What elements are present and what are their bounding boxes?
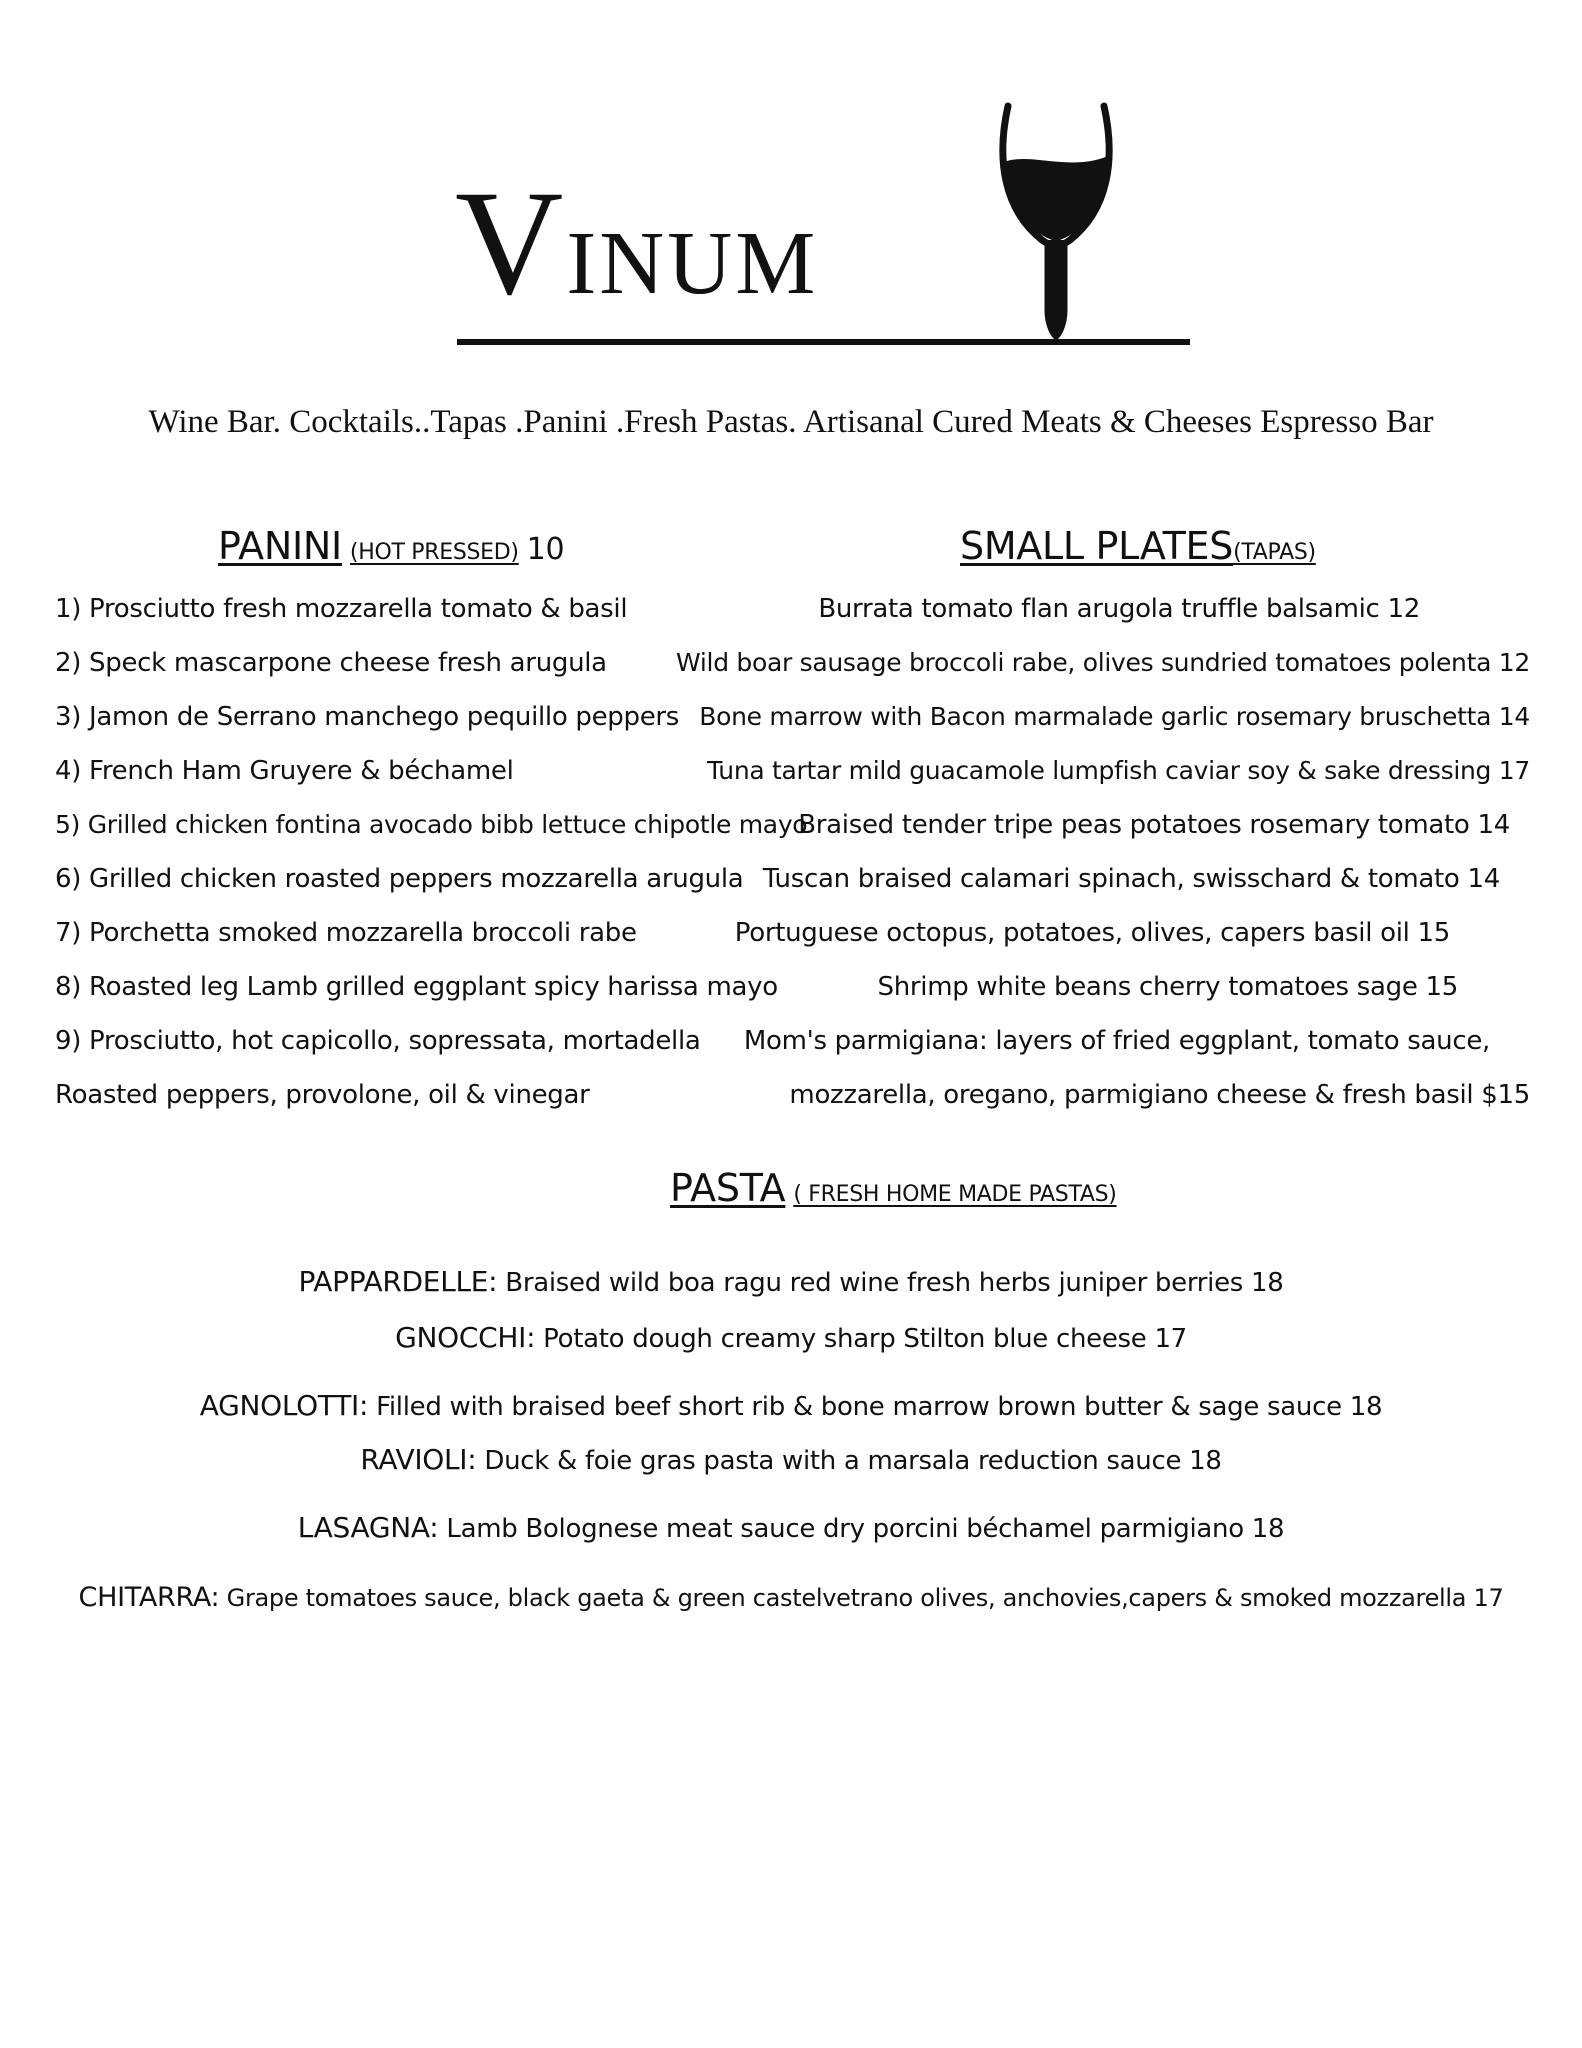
small-plates-subtitle: (TAPAS)	[1233, 540, 1316, 565]
list-item	[0, 1321, 1582, 1354]
list-item: Wild boar sausage broccoli rabe, olives sundried tomatoes polenta 12	[676, 648, 1530, 677]
pasta-subtitle: ( FRESH HOME MADE PASTAS)	[793, 1182, 1117, 1207]
pasta-name: AGNOLOTTI:	[199, 1389, 369, 1422]
list-item: 7) Porchetta smoked mozzarella broccoli rabe	[55, 918, 637, 948]
small-plates-heading	[960, 524, 1316, 568]
pasta-desc: Duck & foie gras pasta with a marsala reduction sauce 18	[476, 1446, 1222, 1476]
pasta-name: RAVIOLI:	[360, 1443, 477, 1476]
list-item: 5) Grilled chicken fontina avocado bibb lettuce chipotle mayo	[55, 810, 808, 839]
list-item: Burrata tomato flan arugola truffle balsamic 12	[818, 594, 1420, 624]
small-plates-title: SMALL PLATES	[960, 524, 1234, 568]
panini-heading	[218, 524, 564, 568]
pasta-desc: Grape tomatoes sauce, black gaeta & green castelvetrano olives, anchovies,capers & smoked mozzarella 17	[219, 1584, 1504, 1612]
list-item: Braised tender tripe peas potatoes rosemary tomato 14	[798, 810, 1510, 840]
list-item: 1) Prosciutto fresh mozzarella tomato & basil	[55, 594, 628, 624]
list-item: Roasted peppers, provolone, oil & vinegar	[55, 1080, 590, 1110]
panini-subtitle: (HOT PRESSED)	[349, 540, 519, 565]
list-item: 8) Roasted leg Lamb grilled eggplant spicy harissa mayo	[55, 972, 778, 1002]
brand-initial: V	[455, 160, 567, 326]
list-item: 3) Jamon de Serrano manchego pequillo peppers	[55, 702, 680, 732]
pasta-desc: Braised wild boa ragu red wine fresh herbs juniper berries 18	[497, 1268, 1284, 1298]
list-item: Tuna tartar mild guacamole lumpfish caviar soy & sake dressing 17	[707, 756, 1530, 785]
list-item	[0, 1265, 1582, 1298]
list-item: 2) Speck mascarpone cheese fresh arugula	[55, 648, 607, 678]
pasta-name: LASAGNA:	[297, 1511, 439, 1544]
list-item: Shrimp white beans cherry tomatoes sage 15	[877, 972, 1458, 1002]
list-item: 4) French Ham Gruyere & béchamel	[55, 756, 514, 786]
brand-logo-text	[455, 160, 975, 326]
list-item	[0, 1511, 1582, 1544]
list-item: 6) Grilled chicken roasted peppers mozzarella arugula	[55, 864, 744, 894]
brand-underline	[457, 339, 1190, 345]
panini-title: PANINI	[218, 524, 342, 568]
brand-rest: INUM	[566, 214, 819, 313]
list-item: mozzarella, oregano, parmigiano cheese & fresh basil $15	[789, 1080, 1530, 1110]
list-item: 9) Prosciutto, hot capicollo, sopressata, mortadella	[55, 1026, 701, 1056]
list-item: Tuscan braised calamari spinach, swisschard & tomato 14	[762, 864, 1500, 894]
list-item: Portuguese octopus, potatoes, olives, capers basil oil 15	[734, 918, 1450, 948]
pasta-name: PAPPARDELLE:	[298, 1265, 498, 1298]
pasta-heading	[670, 1166, 1117, 1210]
tagline: Wine Bar. Cocktails..Tapas .Panini .Fresh Pastas. Artisanal Cured Meats & Cheeses Espresso Bar	[148, 404, 1434, 440]
list-item: Bone marrow with Bacon marmalade garlic rosemary bruschetta 14	[699, 702, 1530, 731]
pasta-name: CHITARRA:	[78, 1582, 220, 1613]
pasta-desc: Lamb Bolognese meat sauce dry porcini béchamel parmigiano 18	[438, 1514, 1285, 1544]
pasta-desc: Filled with braised beef short rib & bone marrow brown butter & sage sauce 18	[368, 1392, 1383, 1422]
pasta-name: GNOCCHI:	[395, 1321, 536, 1354]
wine-glass-icon	[990, 100, 1120, 340]
pasta-title: PASTA	[670, 1166, 786, 1210]
panini-price: 10	[526, 532, 565, 567]
list-item	[0, 1389, 1582, 1422]
list-item: Mom's parmigiana: layers of fried eggplant, tomato sauce,	[743, 1026, 1490, 1056]
list-item	[0, 1443, 1582, 1476]
pasta-desc: Potato dough creamy sharp Stilton blue cheese 17	[535, 1324, 1187, 1354]
list-item	[0, 1584, 1582, 1611]
